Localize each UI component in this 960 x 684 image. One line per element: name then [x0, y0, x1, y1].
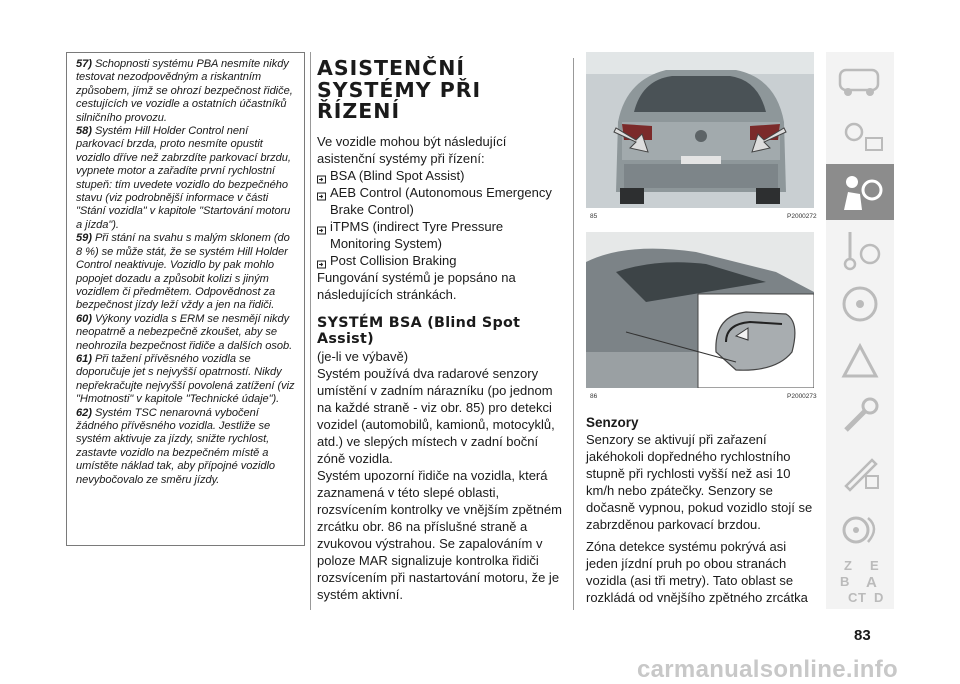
- note-number: 62): [76, 406, 92, 419]
- bullet-arrow-icon: [317, 256, 330, 273]
- safety-airbag-glyph: [826, 164, 894, 220]
- key-ignition-icon[interactable]: [826, 220, 894, 276]
- technical-data-icon[interactable]: [826, 444, 894, 500]
- warning-note: [76, 353, 296, 407]
- section-title-line: ŘÍZENÍ: [317, 99, 401, 123]
- figure-86-side-mirror: [586, 232, 814, 388]
- page-number: 83: [854, 627, 871, 644]
- index-icon[interactable]: [826, 556, 894, 609]
- figure-number: 86: [590, 393, 598, 400]
- multimedia-glyph: [826, 500, 894, 556]
- note-text: Schopnosti systému PBA nesmíte nikdy testovat nezodpovědným a riskantním způsobem, jímž se ohrozí bezpečnost řidiče, cestujících ve vozidle a ostatních účastníků silničního provozu.: [76, 58, 293, 124]
- bullet-arrow-icon: [317, 171, 330, 188]
- safety-airbag-icon[interactable]: [826, 164, 894, 220]
- steering-wheel-icon[interactable]: [826, 276, 894, 332]
- steering-wheel-glyph: [826, 276, 894, 332]
- index-letter: D: [874, 590, 884, 605]
- warning-note: [76, 58, 296, 125]
- sensors-title: Senzory: [586, 415, 639, 430]
- column-divider: [573, 58, 574, 610]
- note-number: 57): [76, 58, 92, 70]
- section-intro: Ve vozidle mohou být následující asistenční systémy při řízení:: [317, 133, 507, 166]
- watermark: carmanualsonline.info: [637, 656, 899, 683]
- system-list-item: [317, 184, 562, 218]
- system-name: iTPMS (indirect Tyre Pressure Monitoring System): [330, 218, 504, 251]
- bsa-paragraph-1: Systém používá dva radarové senzory umístění v zadním nárazníku (po jednom na každé straně - viz obr. 85) pro detekci vozidel (automobilů, kamionů, motocyklů, atd.) ve slepých místech v zadní boční zóně vozidla.: [317, 365, 555, 466]
- system-list-item: [317, 218, 562, 252]
- section-title-line: ASISTENČNÍ: [317, 56, 465, 80]
- column-divider: [310, 52, 311, 610]
- car-dashboard-icon[interactable]: [826, 52, 894, 108]
- figure-code: P2000273: [787, 393, 817, 400]
- bsa-title: SYSTÉM BSA (Blind Spot Assist): [317, 314, 521, 347]
- systems-list: [317, 167, 562, 269]
- warning-note: [76, 313, 296, 353]
- system-name: Post Collision Braking: [330, 252, 457, 268]
- car-dashboard-glyph: [826, 52, 894, 108]
- figure-code: P2000272: [787, 213, 817, 220]
- multimedia-icon[interactable]: [826, 500, 894, 556]
- car-rear-illustration: [586, 52, 814, 208]
- side-mirror-illustration: [586, 232, 814, 388]
- wrench-maintenance-icon[interactable]: [826, 388, 894, 444]
- system-name: AEB Control (Autonomous Emergency Brake Control): [330, 184, 552, 217]
- bsa-availability: (je-li ve výbavě): [317, 348, 409, 364]
- main-text-column: [317, 52, 562, 603]
- chapter-sidebar: [826, 52, 894, 609]
- warning-note: [76, 232, 296, 312]
- index-letter: E: [870, 558, 879, 573]
- wrench-maintenance-glyph: [826, 388, 894, 444]
- note-number: 61): [76, 352, 92, 365]
- warning-lights-glyph: [826, 108, 894, 164]
- note-text: Systém TSC nenarovná vybočení žádného přívěsného vozidla. Jestliže se systém aktivuje za jízdy, snižte rychlost, zastavte vozidlo na bezpečném místě a umístěte náklad tak, aby přípojné vozidlo nevybočovalo ze směru jízdy.: [76, 406, 275, 486]
- index-letter: A: [866, 574, 877, 591]
- section-title-line: SYSTÉMY PŘI: [317, 77, 482, 102]
- index-letter: Z: [844, 558, 852, 573]
- index-letter: T: [858, 590, 866, 605]
- sensors-section: [586, 415, 818, 606]
- note-text: Při stání na svahu s malým sklonem (do 8 %) se může stát, že se systém Hill Holder Control neaktivuje. Vozidlo by pak mohlo popojet dozadu a způsobit kolizi s jiným vozidlem či předmětem. Odpovědnost za bezpečnost jízdy leží vždy a jen na řidiči.: [76, 232, 290, 312]
- emergency-triangle-icon[interactable]: [826, 332, 894, 388]
- section-outro: Fungování systémů je popsáno na následujících stránkách.: [317, 269, 516, 302]
- sensors-paragraph-2: Zóna detekce systému pokrývá asi jeden jízdní pruh po obou stranách vozidla (asi tři metry). Tato oblast se rozkládá od vnějšího zpětného zrcátka: [586, 539, 808, 605]
- warning-note: [76, 407, 296, 487]
- figure-number: 85: [590, 213, 598, 220]
- note-number: 59): [76, 232, 92, 245]
- system-list-item: [317, 252, 562, 269]
- figure-85-car-rear: [586, 52, 814, 208]
- system-name: BSA (Blind Spot Assist): [330, 167, 465, 183]
- note-text: Při tažení přívěsného vozidla se doporučuje jet s nejvyšší opatrností. Nikdy nepřekračujte nejvyšší povolená zatížení (viz "Hmotnosti" v kapitole "Technické údaje").: [76, 352, 295, 406]
- note-text: Systém Hill Holder Control není parkovací brzda, proto nesmíte opustit vozidlo dříve než zabrzdíte parkovací brzdu, vypnete motor a zařadíte první rychlostní stupeň: tím uvedete vozidlo do bezpečného stavu (viz podrobnější informace v části "Stání vozidla" v kapitole "Startování motoru a jízda").: [76, 125, 291, 231]
- bsa-paragraph-2: Systém upozorní řidiče na vozidla, která zaznamená v této slepé oblasti, rozsvícením kontrolky ve vnějším zpětném zrcátku obr. 86 na příslušné straně a zvukovou výstrahou. Se zapalováním v poloze MAR signalizuje kontrolka řidiči rozsvícením při nastartování motoru, že je systém aktivní.: [317, 467, 562, 602]
- bullet-arrow-icon: [317, 188, 330, 222]
- technical-data-glyph: [826, 444, 894, 500]
- note-text: Výkony vozidla s ERM se nesmějí nikdy neopatrně a nebezpečně zkoušet, aby se neohrozila bezpečnost řidiče a dalších osob.: [76, 312, 293, 352]
- emergency-triangle-glyph: [826, 332, 894, 388]
- sensors-paragraph-1: Senzory se aktivují při zařazení jakéhokoli dopředného rychlostního stupně při rychlosti vyšší než asi 10 km/h nebo zpátečky. Senzory se dočasně vypnou, pokud vozidlo stojí se zabrzděnou parkovací brzdou.: [586, 432, 813, 532]
- index-letter: C: [848, 590, 858, 605]
- system-list-item: [317, 167, 562, 184]
- warning-note: [76, 125, 296, 232]
- warnings-notes-box: [66, 52, 305, 546]
- section-title: [317, 58, 562, 123]
- key-ignition-glyph: [826, 220, 894, 276]
- index-letter: B: [840, 574, 850, 589]
- bullet-arrow-icon: [317, 222, 330, 256]
- warning-lights-icon[interactable]: [826, 108, 894, 164]
- note-number: 58): [76, 125, 92, 138]
- note-number: 60): [76, 312, 92, 325]
